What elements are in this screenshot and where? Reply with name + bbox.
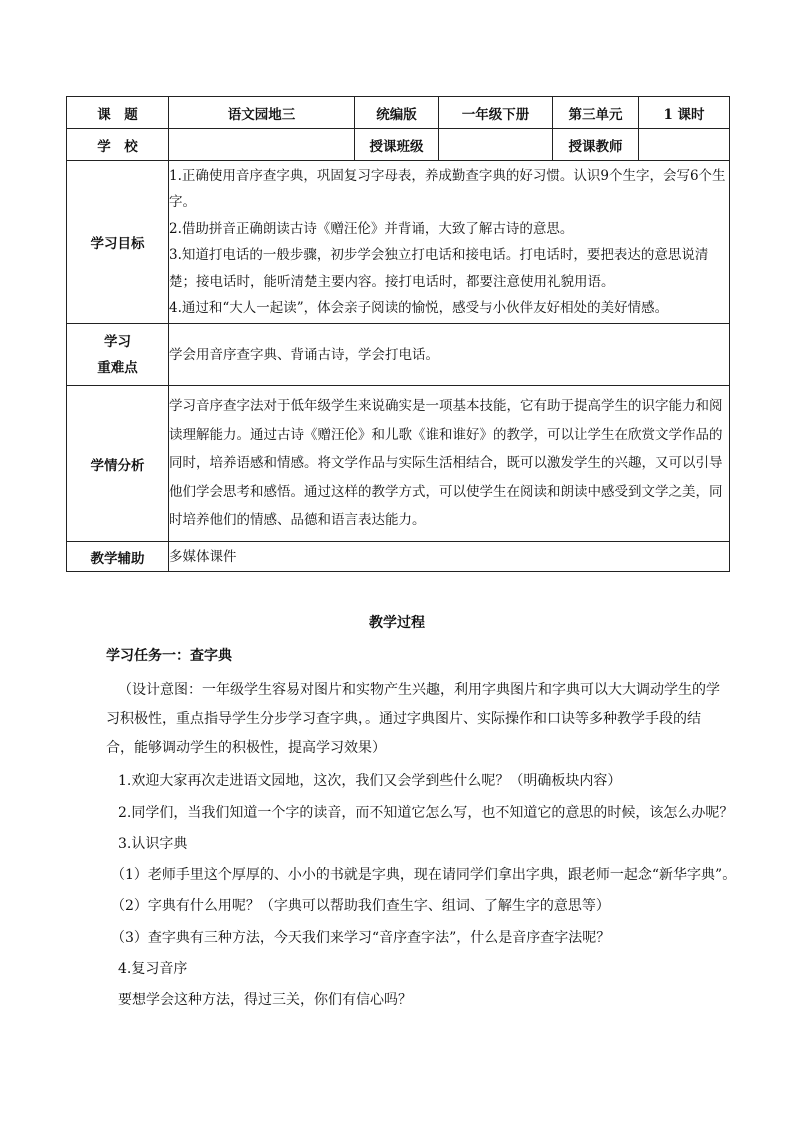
school-value xyxy=(169,129,355,161)
grade-value: 一年级下册 xyxy=(439,97,553,129)
table-row-aids xyxy=(67,542,730,572)
difficulty-label xyxy=(67,324,169,386)
objective-item: 2.借助拼音正确朗读古诗《赠汪伦》并背诵，大致了解古诗的意思。 xyxy=(169,220,574,237)
school-label: 学 校 xyxy=(67,129,169,161)
table-row-objectives xyxy=(67,161,730,324)
objectives-label: 学习目标 xyxy=(67,161,169,324)
table-row-school xyxy=(67,129,730,161)
difficulty-label-line1: 学习 xyxy=(104,333,131,350)
step-4: 4.复习音序 xyxy=(118,961,188,977)
difficulty-text: 学会用音序查字典、背诵古诗，学会打电话。 xyxy=(169,324,730,386)
topic-value: 语文园地三 xyxy=(169,97,355,129)
edition-value: 统编版 xyxy=(355,97,439,129)
analysis-text: 学习音序查字法对于低年级学生来说确实是一项基本技能，它有助于提高学生的识字能力和阅读理解能力。通过古诗《赠汪伦》和儿歌《谁和谁好》的教学，可以让学生在欣赏文学作品的同时，培养语感和情感。将文学作品与实际生活相结合，既可以激发学生的兴趣，又可以引导他们学会思考和感悟。通过这样的教学方式，可以使学生在阅读和朗读中感受到文学之美，同时培养他们的情感、品德和语言表达能力。 xyxy=(169,386,730,542)
aids-label: 教学辅助 xyxy=(67,542,169,572)
step-2: 2.同学们，当我们知道一个字的读音，而不知道它怎么写，也不知道它的意思的时候，该怎么办呢？ xyxy=(118,805,734,821)
difficulty-label-line2: 重难点 xyxy=(97,359,138,376)
design-intent: （设计意图：一年级学生容易对图片和实物产生兴趣，利用字典图片和字典可以大大调动学生的学习积极性，重点指导学生分步学习查字典，。通过字典图片、实际操作和口诀等多种教学手段的结合，能够调动学生的积极性，提高学习效果） xyxy=(106,682,720,756)
class-value xyxy=(439,129,553,161)
teacher-label: 授课教师 xyxy=(553,129,639,161)
teacher-value xyxy=(639,129,730,161)
step-4-text: 要想学会这种方法，得过三关，你们有信心吗？ xyxy=(118,992,412,1008)
objective-item: 4.通过和“大人一起读”，体会亲子阅读的愉悦，感受与小伙伴友好相处的美好情感。 xyxy=(169,300,669,316)
task1-title: 学习任务一：查字典 xyxy=(106,648,232,664)
table-row-topic xyxy=(67,97,730,129)
objectives-cell xyxy=(169,161,730,324)
aids-text: 多媒体课件 xyxy=(169,542,730,572)
lesson-info-table xyxy=(66,96,730,572)
unit-value: 第三单元 xyxy=(553,97,639,129)
step-1: 1.欢迎大家再次走进语文园地，这次，我们又会学到些什么呢？（明确板块内容） xyxy=(118,773,622,789)
topic-label: 课 题 xyxy=(67,97,169,129)
table-row-difficulty xyxy=(67,324,730,386)
step-3-1: （1）老师手里这个厚厚的、小小的书就是字典，现在请同学们拿出字典，跟老师一起念“新华字典”。 xyxy=(111,867,737,883)
step-3-3: （3）查字典有三种方法，今天我们来学习“音序查字法”，什么是音序查字法呢？ xyxy=(111,930,611,946)
process-title: 教学过程 xyxy=(369,615,425,631)
analysis-label: 学情分析 xyxy=(67,386,169,542)
step-3: 3.认识字典 xyxy=(118,836,188,852)
objective-item: 3.知道打电话的一般步骤，初步学会独立打电话和接电话。打电话时，要把表达的意思说清楚；接电话时，能听清楚主要内容。接打电话时，都要注意使用礼貌用语。 xyxy=(169,247,709,290)
objective-item: 1.正确使用音序查字典，巩固复习字母表，养成勤查字典的好习惯。认识9个生字，会写6个生字。 xyxy=(169,167,726,210)
class-label: 授课班级 xyxy=(355,129,439,161)
hours-value: 1 课时 xyxy=(639,97,730,129)
step-3-2: （2）字典有什么用呢？（字典可以帮助我们查生字、组词、了解生字的意思等） xyxy=(111,898,610,914)
table-row-analysis xyxy=(67,386,730,542)
